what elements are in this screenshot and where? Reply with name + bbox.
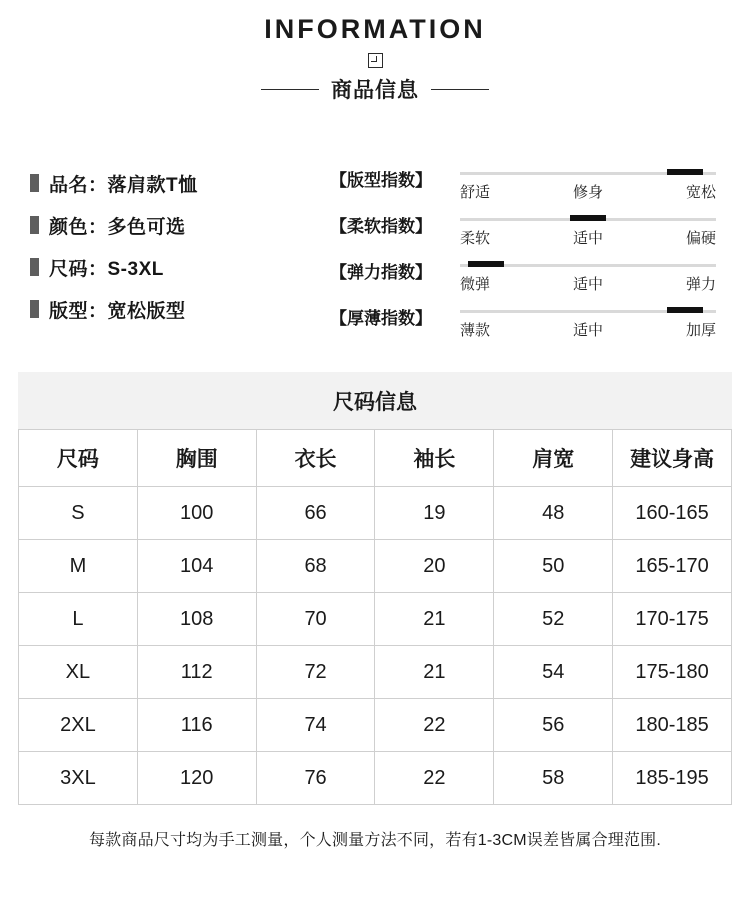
gauge-elasticity: [460, 252, 716, 294]
cell-bust: 100: [137, 487, 256, 540]
measurement-note: 每款商品尺寸均为手工测量，个人测量方法不同，若有1-3CM误差皆属合理范围.: [88, 832, 662, 849]
cell-length: 66: [256, 487, 375, 540]
index-label: 【柔软指数】: [330, 217, 432, 236]
page-subtitle-row: [0, 74, 750, 104]
gauge-tick: 舒适: [460, 184, 491, 201]
gauge-track: [460, 310, 716, 313]
gauge-thickness: [460, 298, 716, 340]
spec-item-color: [30, 204, 330, 246]
cell-shoulder: 54: [494, 646, 613, 699]
cell-shoulder: 48: [494, 487, 613, 540]
cell-length: 70: [256, 593, 375, 646]
cell-size: L: [19, 593, 138, 646]
table-row: [19, 752, 732, 805]
gauge-fit: [460, 160, 716, 202]
corner-square-icon: [368, 53, 383, 68]
gauge-ticks: [460, 181, 716, 202]
cell-bust: 108: [137, 593, 256, 646]
bullet-icon: [30, 216, 39, 234]
gauge-softness: [460, 206, 716, 248]
cell-sleeve: 22: [375, 699, 494, 752]
gauge-marker: [667, 307, 703, 313]
divider-left: [261, 89, 319, 90]
header-decor: [0, 53, 750, 68]
table-row: [19, 593, 732, 646]
table-row: [19, 699, 732, 752]
cell-height: 180-185: [613, 699, 732, 752]
cell-size: 3XL: [19, 752, 138, 805]
gauge-tick: 偏硬: [685, 230, 716, 247]
cell-bust: 116: [137, 699, 256, 752]
cell-bust: 120: [137, 752, 256, 805]
gauge-tick: 适中: [572, 276, 603, 293]
cell-length: 68: [256, 540, 375, 593]
gauge-tick: 适中: [572, 322, 603, 339]
table-row: [19, 646, 732, 699]
gauge-ticks: [460, 273, 716, 294]
table-header-row: [19, 430, 732, 487]
spec-label: 颜色：多色可选: [49, 216, 186, 238]
cell-length: 74: [256, 699, 375, 752]
size-table: [18, 429, 732, 805]
cell-bust: 104: [137, 540, 256, 593]
cell-sleeve: 22: [375, 752, 494, 805]
cell-shoulder: 58: [494, 752, 613, 805]
cell-sleeve: 20: [375, 540, 494, 593]
index-row-fit: [330, 160, 716, 206]
page-title-en: INFORMATION: [264, 14, 486, 44]
gauge-tick: 修身: [572, 184, 603, 201]
spec-label: 版型：宽松版型: [49, 300, 186, 322]
gauge-track: [460, 264, 716, 267]
gauge-tick: 适中: [572, 230, 603, 247]
cell-shoulder: 52: [494, 593, 613, 646]
gauge-track: [460, 172, 716, 175]
column-header-bust: 胸围: [137, 430, 256, 487]
gauge-tick: 弹力: [685, 276, 716, 293]
table-row: [19, 487, 732, 540]
index-gauges: [330, 158, 716, 344]
column-header-sleeve: 袖长: [375, 430, 494, 487]
size-section: [0, 372, 750, 850]
column-header-height: 建议身高: [613, 430, 732, 487]
spec-item-fit: [30, 288, 330, 330]
column-header-shoulder: 肩宽: [494, 430, 613, 487]
column-header-length: 衣长: [256, 430, 375, 487]
gauge-tick: 加厚: [685, 322, 716, 339]
spec-item-size: [30, 246, 330, 288]
cell-size: S: [19, 487, 138, 540]
gauge-ticks: [460, 319, 716, 340]
index-label: 【厚薄指数】: [330, 309, 432, 328]
spec-label: 品名：落肩款T恤: [49, 174, 198, 196]
cell-height: 160-165: [613, 487, 732, 540]
product-info-section: [0, 158, 750, 344]
page-header: [0, 0, 750, 104]
cell-height: 165-170: [613, 540, 732, 593]
column-header-size: 尺码: [19, 430, 138, 487]
size-table-title: 尺码信息: [18, 372, 732, 429]
bullet-icon: [30, 258, 39, 276]
gauge-marker: [667, 169, 703, 175]
cell-size: XL: [19, 646, 138, 699]
gauge-tick: 微弹: [460, 276, 491, 293]
cell-sleeve: 19: [375, 487, 494, 540]
cell-length: 72: [256, 646, 375, 699]
cell-length: 76: [256, 752, 375, 805]
cell-size: 2XL: [19, 699, 138, 752]
gauge-ticks: [460, 227, 716, 248]
index-label: 【版型指数】: [330, 171, 432, 190]
index-row-elasticity: [330, 252, 716, 298]
spec-list: [30, 158, 330, 344]
cell-shoulder: 56: [494, 699, 613, 752]
cell-shoulder: 50: [494, 540, 613, 593]
divider-right: [431, 89, 489, 90]
gauge-marker: [468, 261, 504, 267]
gauge-track: [460, 218, 716, 221]
spec-item-name: [30, 162, 330, 204]
page-title-cn: 商品信息: [331, 79, 419, 102]
cell-height: 185-195: [613, 752, 732, 805]
bullet-icon: [30, 174, 39, 192]
index-row-thickness: [330, 298, 716, 344]
cell-sleeve: 21: [375, 593, 494, 646]
gauge-tick: 宽松: [685, 184, 716, 201]
gauge-tick: 薄款: [460, 322, 491, 339]
index-label: 【弹力指数】: [330, 263, 432, 282]
bullet-icon: [30, 300, 39, 318]
index-row-softness: [330, 206, 716, 252]
cell-bust: 112: [137, 646, 256, 699]
cell-height: 170-175: [613, 593, 732, 646]
gauge-marker: [570, 215, 606, 221]
table-row: [19, 540, 732, 593]
spec-label: 尺码：S-3XL: [49, 258, 164, 280]
cell-size: M: [19, 540, 138, 593]
cell-sleeve: 21: [375, 646, 494, 699]
cell-height: 175-180: [613, 646, 732, 699]
gauge-tick: 柔软: [460, 230, 491, 247]
